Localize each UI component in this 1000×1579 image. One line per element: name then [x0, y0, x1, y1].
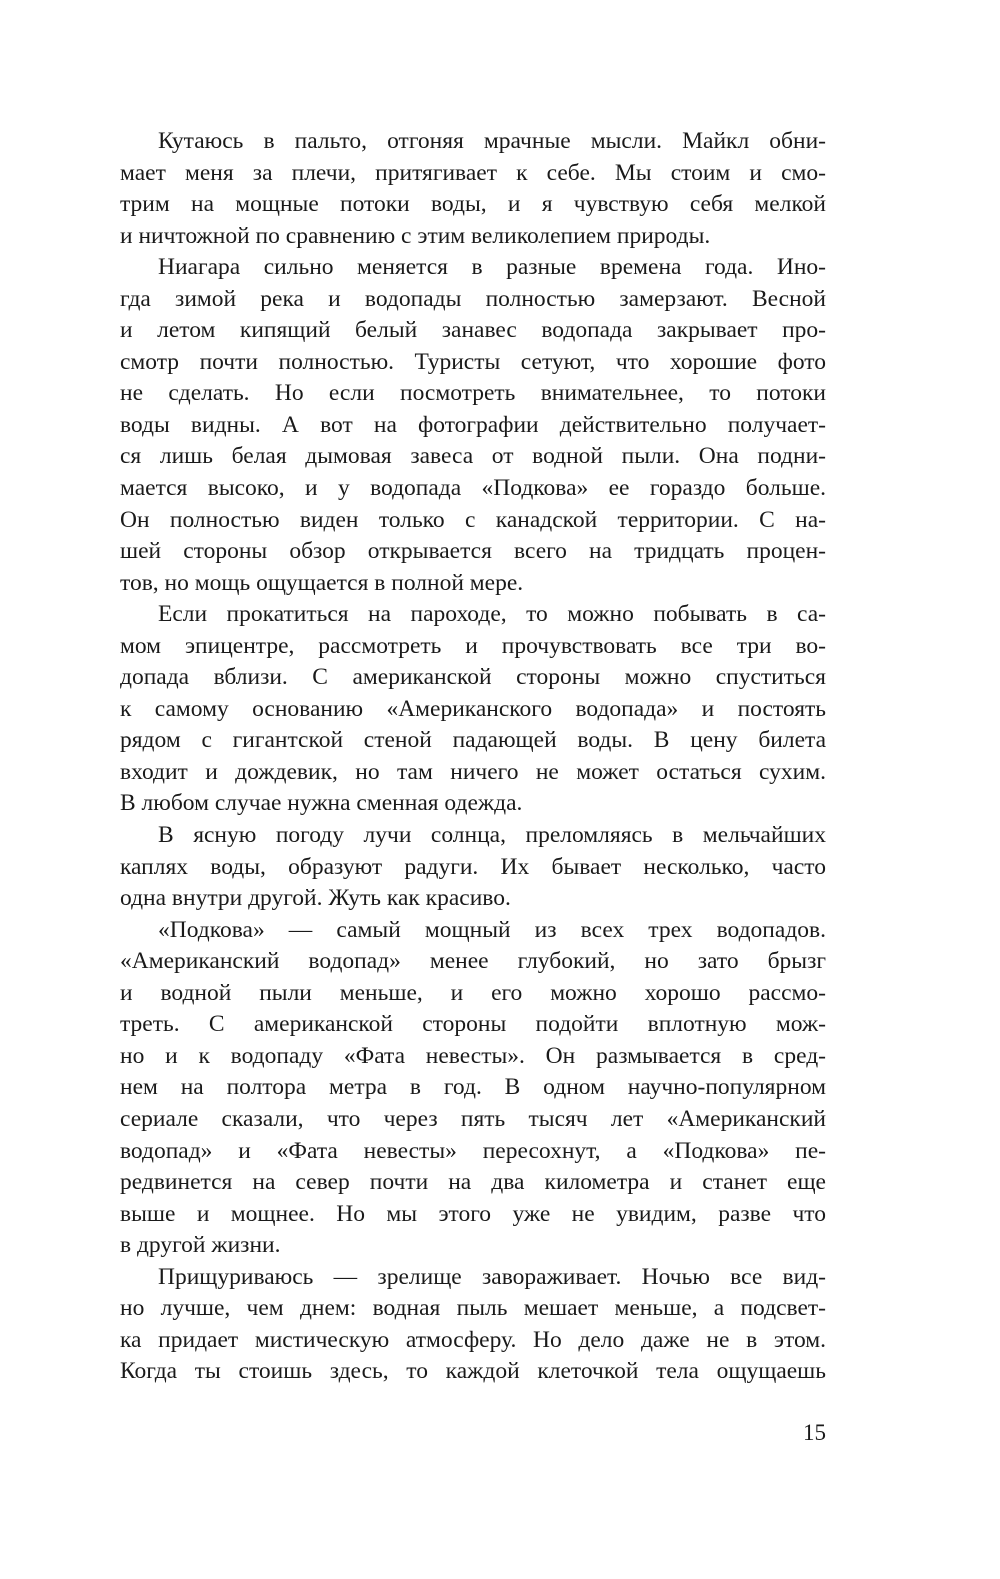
text-line: водопад» и «Фата невесты» пересохнут, а «Подкова» пе- [120, 1137, 826, 1164]
text-line: мает меня за плечи, притягивает к себе. Мы стоим и смо- [120, 159, 826, 186]
text-line: и ничтожной по сравнению с этим великолепием природы. [120, 222, 711, 249]
text-line: к самому основанию «Американского водопада» и постоять [120, 695, 826, 722]
text-line: ся лишь белая дымовая завеса от водной пыли. Она подни- [120, 443, 826, 470]
text-line: ка придает мистическую атмосферу. Но дело даже не в этом. [120, 1326, 826, 1353]
text-line: Если прокатиться на пароходе, то можно побывать в са- [158, 601, 826, 628]
text-line: смотр почти полностью. Туристы сетуют, что хорошие фото [120, 348, 826, 375]
text-line: воды видны. А вот на фотографии действительно получает- [120, 411, 826, 438]
text-line: нем на полтора метра в год. В одном научно-популярном [120, 1074, 826, 1101]
text-line: «Американский водопад» менее глубокий, но зато брызг [120, 948, 826, 975]
paragraph [120, 252, 826, 599]
text-line: мом эпицентре, рассмотреть и прочувствовать все три во- [120, 632, 826, 659]
text-line: одна внутри другой. Жуть как красиво. [120, 885, 511, 912]
text-line: Ниагара сильно меняется в разные времена года. Ино- [158, 254, 826, 281]
text-line: и водной пыли меньше, и его можно хорошо рассмо- [120, 979, 826, 1006]
text-line: трим на мощные потоки воды, и я чувствую себя мелкой [120, 191, 826, 218]
paragraph [120, 599, 826, 820]
text-line: редвинется на север почти на два километра и станет еще [120, 1169, 826, 1196]
paragraph [120, 820, 826, 915]
text-line: треть. С американской стороны подойти вплотную мож- [120, 1011, 826, 1038]
text-line: тов, но мощь ощущается в полной мере. [120, 569, 524, 596]
text-line: входит и дождевик, но там ничего не может остаться сухим. [120, 758, 826, 785]
text-line: допада вблизи. С американской стороны можно спуститься [120, 664, 826, 691]
text-line: Он полностью виден только с канадской территории. С на- [120, 506, 826, 533]
text-line: но лучше, чем днем: водная пыль мешает меньше, а подсвет- [120, 1295, 826, 1322]
text-line: каплях воды, образуют радуги. Их бывает несколько, часто [120, 853, 826, 880]
text-line: шей стороны обзор открывается всего на тридцать процен- [120, 538, 826, 565]
text-line: рядом с гигантской стеной падающей воды. В цену билета [120, 727, 826, 754]
text-line: выше и мощнее. Но мы этого уже не увидим, разве что [120, 1200, 826, 1227]
text-line: сериале сказали, что через пять тысяч лет «Американский [120, 1105, 826, 1132]
paragraph [120, 126, 826, 252]
text-line: не сделать. Но если посмотреть внимательнее, то потоки [120, 380, 826, 407]
text-line: гда зимой река и водопады полностью замерзают. Весной [120, 285, 826, 312]
text-line: и летом кипящий белый занавес водопада закрывает про- [120, 317, 826, 344]
text-line: Когда ты стоишь здесь, то каждой клеточкой тела ощущаешь [120, 1358, 826, 1385]
text-line: В ясную погоду лучи солнца, преломляясь в мельчайших [158, 822, 826, 849]
text-line: Прищуриваюсь — зрелище завораживает. Ночью все вид- [158, 1263, 826, 1290]
paragraph [120, 1262, 826, 1388]
text-line: «Подкова» — самый мощный из всех трех водопадов. [158, 916, 826, 943]
page-number: 15 [803, 1420, 826, 1445]
text-line: В любом случае нужна сменная одежда. [120, 790, 523, 817]
body-text [120, 126, 826, 1388]
text-line: в другой жизни. [120, 1232, 281, 1259]
text-line: мается высоко, и у водопада «Подкова» ее гораздо больше. [120, 475, 826, 502]
paragraph [120, 915, 826, 1262]
text-line: Кутаюсь в пальто, отгоняя мрачные мысли. Майкл обни- [158, 128, 826, 154]
text-line: но и к водопаду «Фата невесты». Он размывается в сред- [120, 1042, 826, 1069]
